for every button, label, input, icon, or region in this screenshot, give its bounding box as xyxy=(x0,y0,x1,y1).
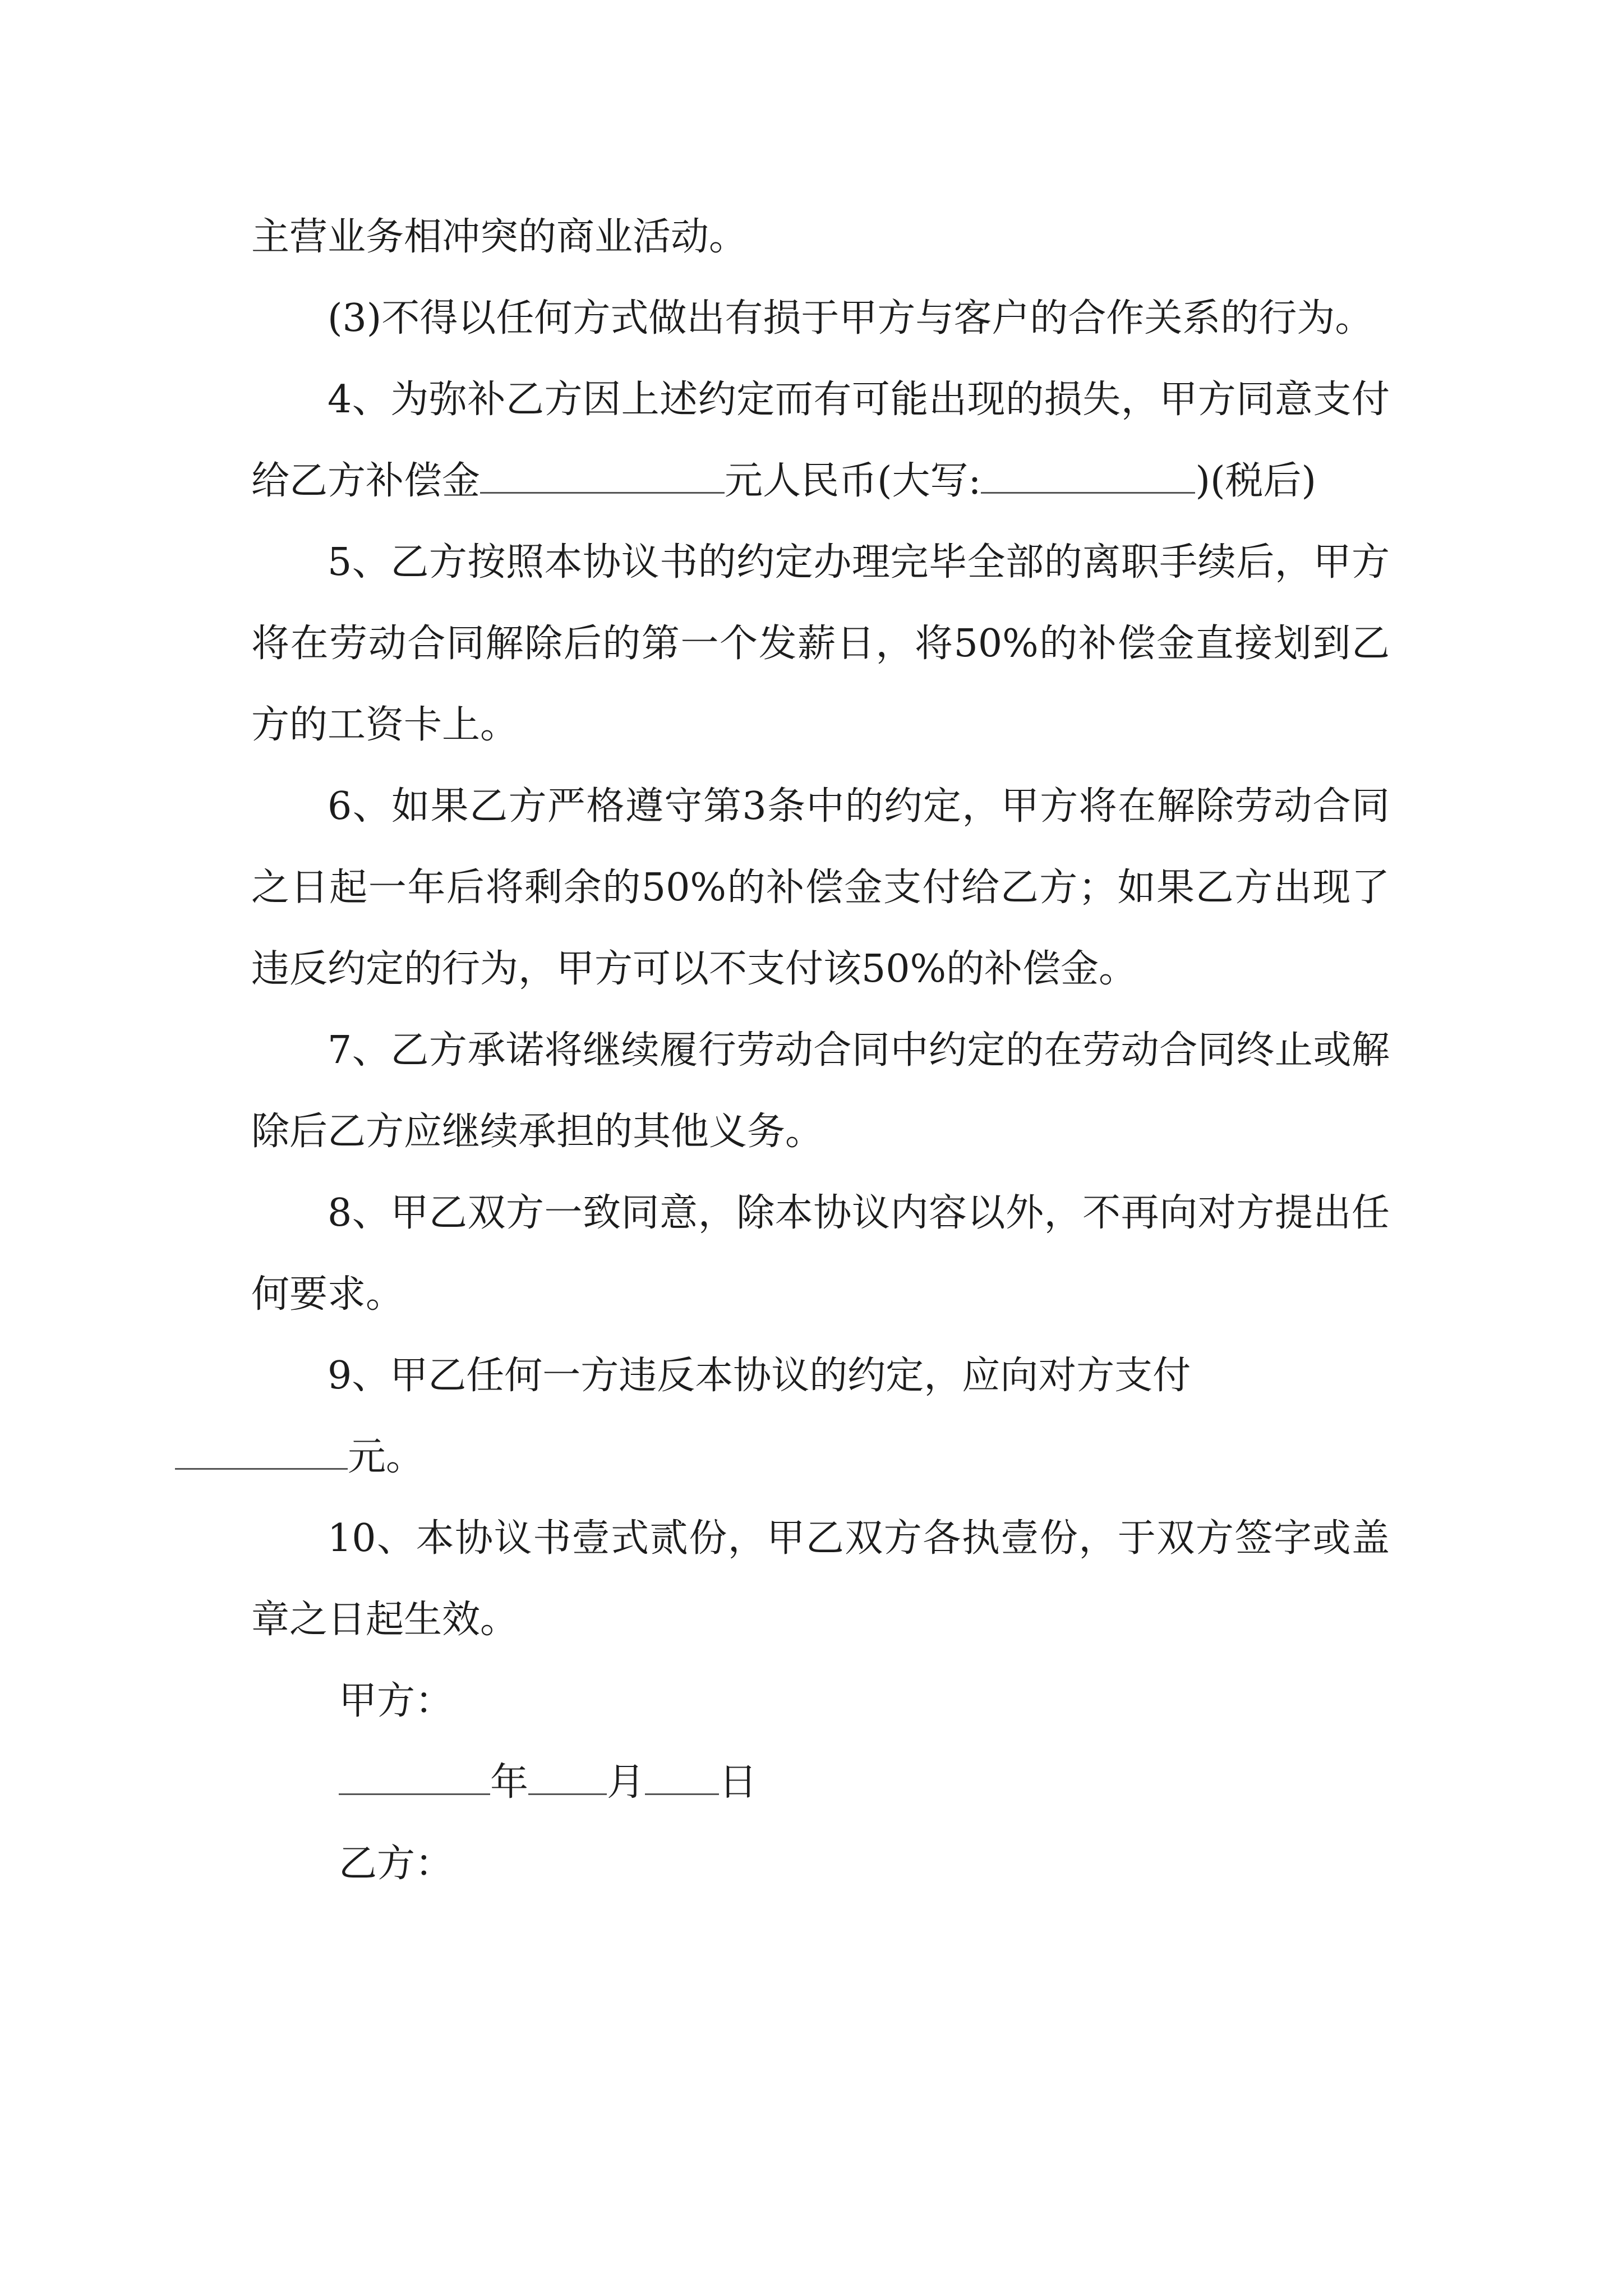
compensation-amount-blank xyxy=(480,458,725,494)
clause-9-text-b: 元。 xyxy=(348,1435,425,1479)
paragraph-clause-5: 5、乙方按照本协议书的约定办理完毕全部的离职手续后，甲方将在劳动合同解除后的第一个发薪日，将50%的补偿金直接划到乙方的工资卡上。 xyxy=(251,540,1390,747)
paragraph-continuation: 主营业务相冲突的商业活动。 xyxy=(251,215,748,259)
paragraph-clause-7: 7、乙方承诺将继续履行劳动合同中约定的在劳动合同终止或解除后乙方应继续承担的其他义务。 xyxy=(251,1028,1390,1154)
paragraph-clause-9 xyxy=(251,1335,1390,1498)
clause-4-text-b: 元人民币(大写: xyxy=(725,459,981,503)
document-body xyxy=(251,196,1390,1904)
month-blank xyxy=(528,1760,607,1795)
year-blank xyxy=(339,1760,490,1795)
day-blank xyxy=(645,1760,719,1795)
paragraph-clause-6: 6、如果乙方严格遵守第3条中的约定，甲方将在解除劳动合同之日起一年后将剩余的50%的补偿金支付给乙方；如果乙方出现了违反约定的行为，甲方可以不支付该50%的补偿金。 xyxy=(251,784,1390,991)
clause-9-text-a: 9、甲乙任何一方违反本协议的约定，应向对方支付 xyxy=(328,1354,1191,1398)
paragraph-clause-3-3: (3)不得以任何方式做出有损于甲方与客户的合作关系的行为。 xyxy=(328,296,1373,341)
year-label: 年 xyxy=(490,1760,529,1805)
clause-4-text-a: 4、为弥补乙方因上述约定而有可能出现的损失，甲方同意支付给乙方补偿金 xyxy=(251,378,1390,503)
paragraph-clause-4 xyxy=(251,359,1390,522)
paragraph-clause-10: 10、本协议书壹式贰份，甲乙双方各执壹份，于双方签字或盖章之日起生效。 xyxy=(251,1516,1390,1642)
paragraph-clause-8: 8、甲乙双方一致同意，除本协议内容以外，不再向对方提出任何要求。 xyxy=(251,1191,1390,1317)
month-label: 月 xyxy=(607,1760,645,1805)
party-a-signature: 甲方： xyxy=(339,1679,454,1723)
compensation-uppercase-blank xyxy=(981,458,1195,494)
day-label: 日 xyxy=(719,1760,758,1805)
party-b-signature: 乙方： xyxy=(339,1842,454,1886)
penalty-amount-blank xyxy=(175,1434,348,1470)
signature-date-line xyxy=(251,1742,1390,1823)
clause-4-text-c: )(税后) xyxy=(1195,459,1317,503)
